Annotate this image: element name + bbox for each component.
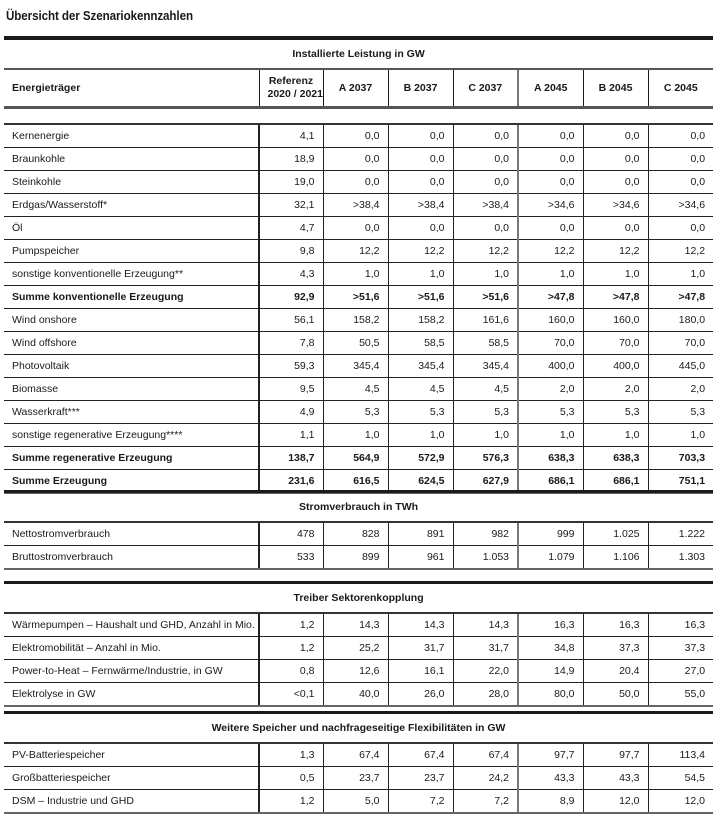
section-heading-row	[4, 38, 713, 69]
cell-referenz: 1,2	[259, 790, 323, 814]
cell-value: 1.053	[453, 546, 518, 570]
cell-value: 14,3	[388, 613, 453, 637]
cell-referenz: 59,3	[259, 355, 323, 378]
section-heading: Treiber Sektorenkopplung	[4, 583, 713, 614]
cell-value: 2,0	[583, 378, 648, 401]
table-row	[4, 263, 713, 286]
cell-value: 1,0	[388, 424, 453, 447]
row-label: Braunkohle	[4, 148, 259, 171]
cell-value: 1.222	[648, 522, 713, 546]
row-label: Wärmepumpen – Haushalt und GHD, Anzahl in Mio.	[4, 613, 259, 637]
cell-referenz: 1,2	[259, 637, 323, 660]
cell-value: 7,2	[388, 790, 453, 814]
cell-value: 16,1	[388, 660, 453, 683]
cell-referenz: 32,1	[259, 194, 323, 217]
column-header-scenario: C 2045	[648, 69, 713, 108]
cell-value: 1,0	[388, 263, 453, 286]
cell-value: 12,2	[388, 240, 453, 263]
cell-referenz: 92,9	[259, 286, 323, 309]
cell-value: 27,0	[648, 660, 713, 683]
cell-value: 12,0	[648, 790, 713, 814]
cell-value: 345,4	[453, 355, 518, 378]
cell-value: 0,0	[453, 171, 518, 194]
cell-value: 80,0	[518, 683, 583, 707]
table-row	[4, 240, 713, 263]
row-label: Nettostromverbrauch	[4, 522, 259, 546]
referenz-years: 2020 / 2021	[267, 88, 323, 100]
cell-value: 345,4	[388, 355, 453, 378]
table-row	[4, 194, 713, 217]
cell-value: 0,0	[648, 171, 713, 194]
table-row	[4, 743, 713, 767]
cell-referenz: 0,8	[259, 660, 323, 683]
cell-value: 70,0	[583, 332, 648, 355]
cell-value: 686,1	[518, 470, 583, 494]
cell-value: 16,3	[648, 613, 713, 637]
cell-value: 5,3	[583, 401, 648, 424]
cell-value: 899	[323, 546, 388, 570]
cell-value: 50,0	[583, 683, 648, 707]
cell-referenz: 4,1	[259, 124, 323, 148]
cell-value: 31,7	[453, 637, 518, 660]
cell-referenz: 9,5	[259, 378, 323, 401]
cell-value: 1,0	[453, 424, 518, 447]
cell-value: 160,0	[518, 309, 583, 332]
cell-value: 12,2	[583, 240, 648, 263]
cell-value: 158,2	[323, 309, 388, 332]
cell-value: 14,3	[453, 613, 518, 637]
cell-value: 67,4	[388, 743, 453, 767]
cell-value: 12,2	[323, 240, 388, 263]
table-row	[4, 790, 713, 814]
row-label: Elektrolyse in GW	[4, 683, 259, 707]
row-label: Erdgas/Wasserstoff*	[4, 194, 259, 217]
table-row	[4, 637, 713, 660]
cell-value: 16,3	[583, 613, 648, 637]
cell-value: 31,7	[388, 637, 453, 660]
cell-value: >51,6	[388, 286, 453, 309]
referenz-label: Referenz	[268, 75, 314, 87]
cell-value: 25,2	[323, 637, 388, 660]
section-table	[4, 711, 713, 814]
column-header-scenario: C 2037	[453, 69, 518, 108]
row-label: Steinkohle	[4, 171, 259, 194]
cell-value: 0,0	[518, 217, 583, 240]
row-label: Elektromobilität – Anzahl in Mio.	[4, 637, 259, 660]
cell-value: 23,7	[388, 767, 453, 790]
cell-value: 160,0	[583, 309, 648, 332]
table-row	[4, 401, 713, 424]
cell-value: 0,0	[453, 217, 518, 240]
cell-value: 22,0	[453, 660, 518, 683]
table-row	[4, 332, 713, 355]
cell-value: 400,0	[518, 355, 583, 378]
cell-referenz: 533	[259, 546, 323, 570]
cell-value: 0,0	[648, 148, 713, 171]
row-label: Wasserkraft***	[4, 401, 259, 424]
cell-value: 0,0	[323, 148, 388, 171]
cell-referenz: 56,1	[259, 309, 323, 332]
cell-value: 1,0	[648, 424, 713, 447]
cell-value: 638,3	[518, 447, 583, 470]
table-row	[4, 148, 713, 171]
cell-value: 5,3	[518, 401, 583, 424]
cell-value: >34,6	[518, 194, 583, 217]
cell-value: 24,2	[453, 767, 518, 790]
cell-value: 12,2	[518, 240, 583, 263]
cell-value: 638,3	[583, 447, 648, 470]
row-label: Wind onshore	[4, 309, 259, 332]
cell-value: 1.079	[518, 546, 583, 570]
cell-value: 14,3	[323, 613, 388, 637]
cell-value: 158,2	[388, 309, 453, 332]
cell-value: 0,0	[583, 124, 648, 148]
table-row	[4, 767, 713, 790]
cell-value: 34,8	[518, 637, 583, 660]
cell-value: 0,0	[583, 171, 648, 194]
cell-value: 5,3	[388, 401, 453, 424]
cell-value: 67,4	[453, 743, 518, 767]
cell-value: 1,0	[453, 263, 518, 286]
cell-value: 572,9	[388, 447, 453, 470]
row-label: Photovoltaik	[4, 355, 259, 378]
cell-value: 8,9	[518, 790, 583, 814]
cell-value: 0,0	[648, 217, 713, 240]
table-row	[4, 217, 713, 240]
column-header-scenario: B 2037	[388, 69, 453, 108]
section-table	[4, 36, 713, 494]
column-header-row	[4, 69, 713, 108]
table-row	[4, 424, 713, 447]
table-row	[4, 286, 713, 309]
section-heading-row	[4, 492, 713, 523]
cell-value: 43,3	[583, 767, 648, 790]
cell-value: 5,3	[453, 401, 518, 424]
cell-referenz: 1,2	[259, 613, 323, 637]
column-header-scenario: B 2045	[583, 69, 648, 108]
cell-value: 686,1	[583, 470, 648, 494]
row-label: Bruttostromverbrauch	[4, 546, 259, 570]
cell-value: 345,4	[323, 355, 388, 378]
row-label: sonstige konventionelle Erzeugung**	[4, 263, 259, 286]
cell-value: 16,3	[518, 613, 583, 637]
row-label: Biomasse	[4, 378, 259, 401]
cell-value: 1,0	[323, 263, 388, 286]
cell-value: 961	[388, 546, 453, 570]
cell-value: 0,0	[388, 124, 453, 148]
section-heading-row	[4, 713, 713, 744]
cell-referenz: 19,0	[259, 171, 323, 194]
cell-value: 0,0	[518, 124, 583, 148]
cell-value: 70,0	[518, 332, 583, 355]
cell-value: 26,0	[388, 683, 453, 707]
row-label: Großbatteriespeicher	[4, 767, 259, 790]
table-row	[4, 546, 713, 570]
cell-value: 5,3	[323, 401, 388, 424]
cell-value: 891	[388, 522, 453, 546]
cell-value: 1,0	[583, 424, 648, 447]
cell-value: 1.303	[648, 546, 713, 570]
cell-value: 70,0	[648, 332, 713, 355]
cell-value: 1.025	[583, 522, 648, 546]
table-row	[4, 355, 713, 378]
cell-value: 12,0	[583, 790, 648, 814]
cell-value: 14,9	[518, 660, 583, 683]
cell-value: 0,0	[388, 148, 453, 171]
spacer-row	[4, 108, 713, 125]
cell-value: 97,7	[583, 743, 648, 767]
cell-value: 20,4	[583, 660, 648, 683]
table-row	[4, 309, 713, 332]
cell-value: 0,0	[453, 148, 518, 171]
cell-referenz: 478	[259, 522, 323, 546]
table-row	[4, 124, 713, 148]
cell-value: 616,5	[323, 470, 388, 494]
cell-value: 4,5	[388, 378, 453, 401]
cell-value: 1,0	[518, 424, 583, 447]
cell-value: 0,0	[323, 217, 388, 240]
cell-value: 58,5	[388, 332, 453, 355]
cell-value: 982	[453, 522, 518, 546]
cell-value: >47,8	[518, 286, 583, 309]
table-row	[4, 660, 713, 683]
cell-value: 751,1	[648, 470, 713, 494]
cell-value: 0,0	[323, 124, 388, 148]
cell-value: 1,0	[583, 263, 648, 286]
row-label: Öl	[4, 217, 259, 240]
row-label: Summe Erzeugung	[4, 470, 259, 494]
cell-value: 55,0	[648, 683, 713, 707]
cell-referenz: 231,6	[259, 470, 323, 494]
cell-referenz: 4,9	[259, 401, 323, 424]
section-heading: Weitere Speicher und nachfrageseitige Flexibilitäten in GW	[4, 713, 713, 744]
cell-value: 5,3	[648, 401, 713, 424]
table-row	[4, 683, 713, 707]
cell-value: 180,0	[648, 309, 713, 332]
cell-referenz: 1,3	[259, 743, 323, 767]
cell-value: 0,0	[583, 148, 648, 171]
cell-value: 4,5	[323, 378, 388, 401]
cell-value: 23,7	[323, 767, 388, 790]
cell-value: 1,0	[648, 263, 713, 286]
cell-value: 4,5	[453, 378, 518, 401]
cell-referenz: 1,1	[259, 424, 323, 447]
row-label: Summe regenerative Erzeugung	[4, 447, 259, 470]
cell-referenz: 4,3	[259, 263, 323, 286]
table-row	[4, 378, 713, 401]
table-row	[4, 171, 713, 194]
column-header-scenario: A 2037	[323, 69, 388, 108]
cell-referenz: 18,9	[259, 148, 323, 171]
cell-value: 58,5	[453, 332, 518, 355]
cell-value: 2,0	[648, 378, 713, 401]
section-heading-row	[4, 583, 713, 614]
row-label: Wind offshore	[4, 332, 259, 355]
cell-referenz: 9,8	[259, 240, 323, 263]
table-row	[4, 522, 713, 546]
row-label: Pumpspeicher	[4, 240, 259, 263]
cell-value: >51,6	[323, 286, 388, 309]
cell-value: 1,0	[323, 424, 388, 447]
cell-value: 67,4	[323, 743, 388, 767]
column-header-referenz	[259, 69, 323, 108]
cell-value: 564,9	[323, 447, 388, 470]
cell-value: 161,6	[453, 309, 518, 332]
cell-value: 37,3	[648, 637, 713, 660]
cell-value: 0,0	[648, 124, 713, 148]
spacer	[4, 108, 713, 125]
cell-value: 0,0	[453, 124, 518, 148]
cell-value: 50,5	[323, 332, 388, 355]
cell-referenz: 7,8	[259, 332, 323, 355]
cell-value: 576,3	[453, 447, 518, 470]
cell-value: 828	[323, 522, 388, 546]
cell-value: 1.106	[583, 546, 648, 570]
cell-value: 28,0	[453, 683, 518, 707]
cell-value: 7,2	[453, 790, 518, 814]
cell-value: 0,0	[518, 171, 583, 194]
cell-value: >47,8	[648, 286, 713, 309]
row-label: PV-Batteriespeicher	[4, 743, 259, 767]
cell-value: 999	[518, 522, 583, 546]
table-row	[4, 447, 713, 470]
column-header-energietraeger: Energieträger	[4, 69, 259, 108]
cell-value: 445,0	[648, 355, 713, 378]
cell-value: 5,0	[323, 790, 388, 814]
cell-value: 12,6	[323, 660, 388, 683]
page-title: Übersicht der Szenariokennzahlen	[6, 9, 193, 23]
cell-value: >38,4	[453, 194, 518, 217]
cell-value: 0,0	[323, 171, 388, 194]
cell-referenz: <0,1	[259, 683, 323, 707]
cell-value: 113,4	[648, 743, 713, 767]
cell-value: 627,9	[453, 470, 518, 494]
cell-value: 2,0	[518, 378, 583, 401]
cell-value: >38,4	[323, 194, 388, 217]
cell-value: 0,0	[388, 217, 453, 240]
section-heading: Installierte Leistung in GW	[4, 38, 713, 69]
cell-value: 43,3	[518, 767, 583, 790]
row-label: Kernenergie	[4, 124, 259, 148]
cell-value: 97,7	[518, 743, 583, 767]
row-label: sonstige regenerative Erzeugung****	[4, 424, 259, 447]
cell-value: >47,8	[583, 286, 648, 309]
cell-value: 12,2	[648, 240, 713, 263]
section-table	[4, 581, 713, 707]
section-heading: Stromverbrauch in TWh	[4, 492, 713, 523]
cell-value: 703,3	[648, 447, 713, 470]
cell-referenz: 0,5	[259, 767, 323, 790]
section-table	[4, 490, 713, 570]
cell-value: 624,5	[388, 470, 453, 494]
cell-value: 1,0	[518, 263, 583, 286]
cell-referenz: 4,7	[259, 217, 323, 240]
cell-value: >51,6	[453, 286, 518, 309]
cell-value: 0,0	[583, 217, 648, 240]
cell-value: 54,5	[648, 767, 713, 790]
cell-value: 40,0	[323, 683, 388, 707]
row-label: DSM – Industrie und GHD	[4, 790, 259, 814]
row-label: Summe konventionelle Erzeugung	[4, 286, 259, 309]
cell-value: 0,0	[388, 171, 453, 194]
column-header-scenario: A 2045	[518, 69, 583, 108]
cell-value: >34,6	[583, 194, 648, 217]
cell-value: >38,4	[388, 194, 453, 217]
cell-value: >34,6	[648, 194, 713, 217]
cell-referenz: 138,7	[259, 447, 323, 470]
cell-value: 0,0	[518, 148, 583, 171]
cell-value: 12,2	[453, 240, 518, 263]
cell-value: 37,3	[583, 637, 648, 660]
table-row	[4, 613, 713, 637]
cell-value: 400,0	[583, 355, 648, 378]
row-label: Power-to-Heat – Fernwärme/Industrie, in GW	[4, 660, 259, 683]
